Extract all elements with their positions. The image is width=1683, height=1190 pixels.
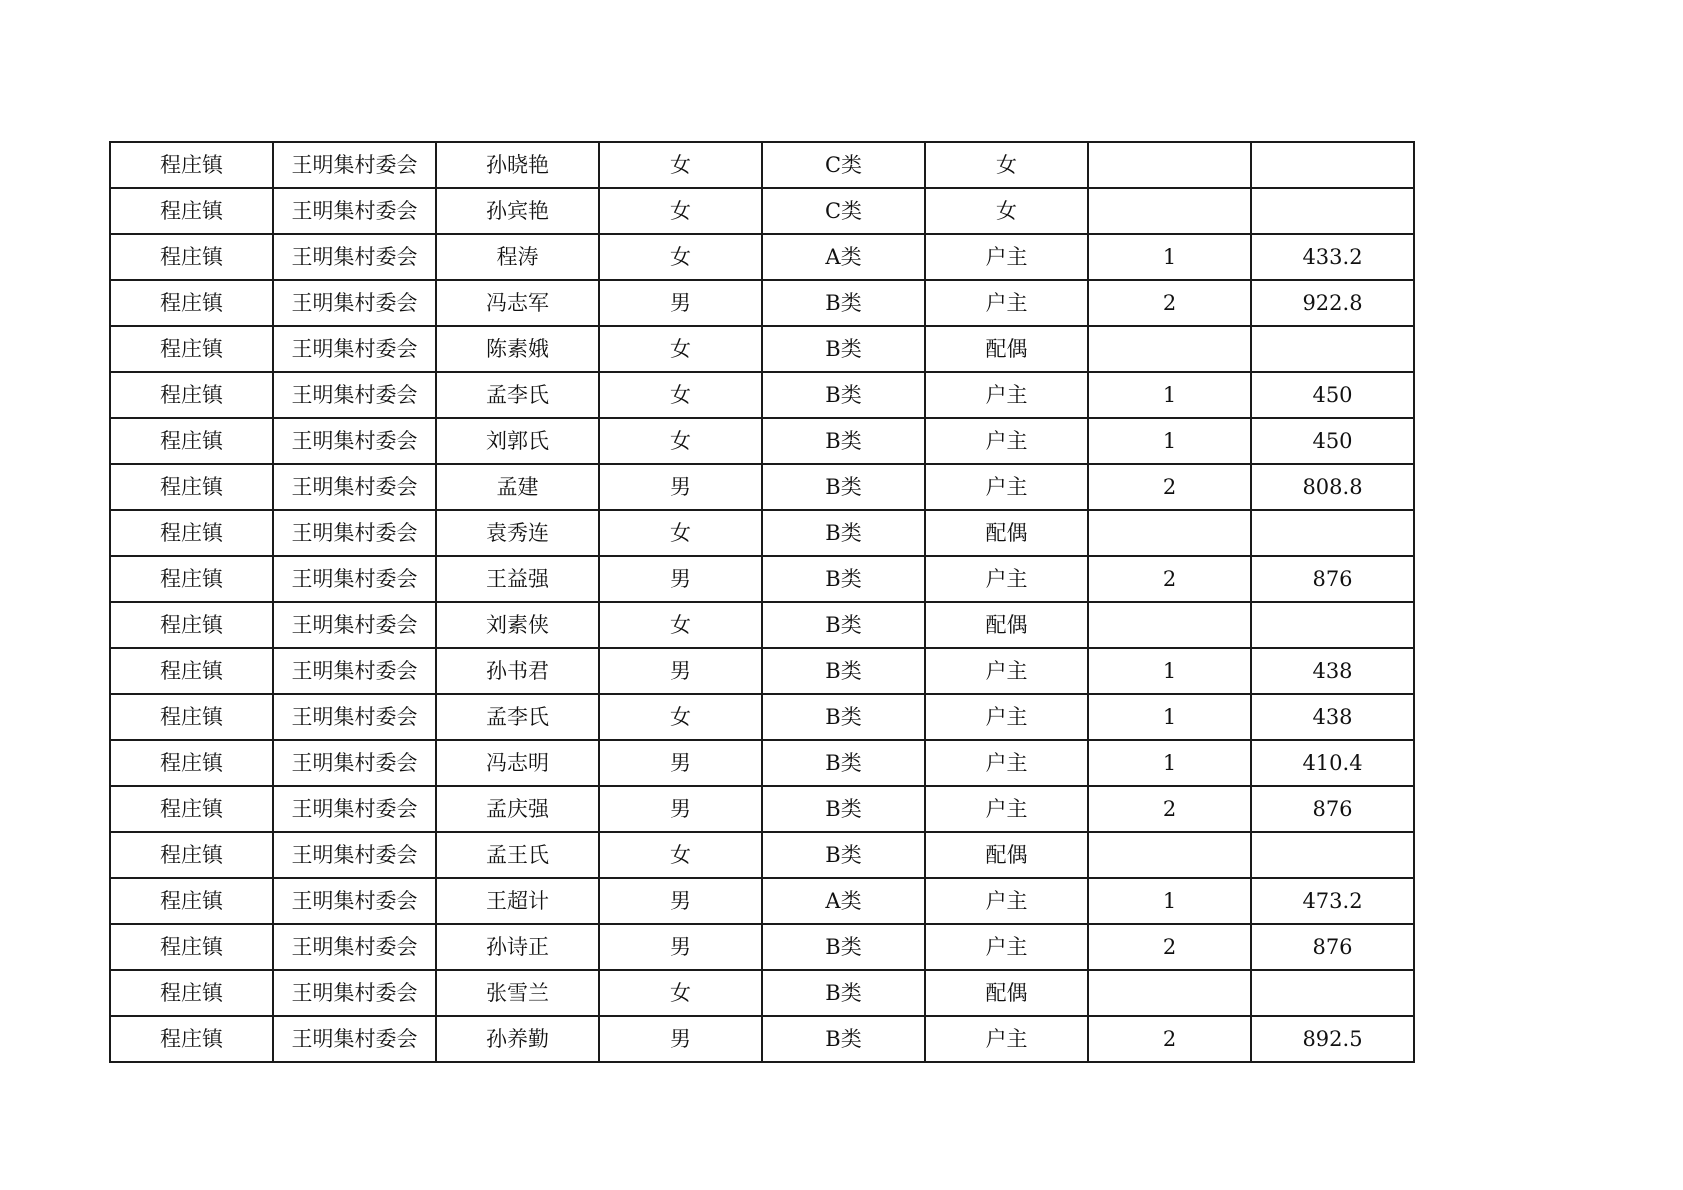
cell-category: B类 (762, 602, 925, 648)
cell-relation: 户主 (925, 464, 1088, 510)
cell-town: 程庄镇 (110, 510, 273, 556)
cell-relation: 配偶 (925, 510, 1088, 556)
cell-town: 程庄镇 (110, 1016, 273, 1062)
cell-village: 王明集村委会 (273, 878, 436, 924)
table-row (110, 326, 1414, 372)
cell-name: 孟庆强 (436, 786, 599, 832)
cell-category: B类 (762, 740, 925, 786)
cell-members: 1 (1088, 372, 1251, 418)
cell-members (1088, 602, 1251, 648)
cell-gender: 男 (599, 648, 762, 694)
cell-category: B类 (762, 418, 925, 464)
cell-amount: 438 (1251, 694, 1414, 740)
cell-members: 1 (1088, 694, 1251, 740)
cell-amount: 450 (1251, 372, 1414, 418)
cell-gender: 女 (599, 602, 762, 648)
cell-village: 王明集村委会 (273, 418, 436, 464)
cell-village: 王明集村委会 (273, 326, 436, 372)
cell-name: 孙宾艳 (436, 188, 599, 234)
cell-members (1088, 832, 1251, 878)
cell-amount: 450 (1251, 418, 1414, 464)
cell-town: 程庄镇 (110, 832, 273, 878)
cell-relation: 户主 (925, 1016, 1088, 1062)
cell-category: B类 (762, 924, 925, 970)
cell-amount (1251, 602, 1414, 648)
table-row (110, 464, 1414, 510)
cell-town: 程庄镇 (110, 464, 273, 510)
table-row (110, 234, 1414, 280)
table-row (110, 694, 1414, 740)
cell-category: B类 (762, 786, 925, 832)
cell-name: 孙书君 (436, 648, 599, 694)
cell-members: 1 (1088, 648, 1251, 694)
cell-relation: 配偶 (925, 326, 1088, 372)
table-row (110, 878, 1414, 924)
cell-amount: 876 (1251, 786, 1414, 832)
cell-gender: 男 (599, 786, 762, 832)
roster-table-body (110, 142, 1414, 1062)
cell-category: B类 (762, 1016, 925, 1062)
cell-members (1088, 510, 1251, 556)
cell-name: 王超计 (436, 878, 599, 924)
cell-relation: 户主 (925, 740, 1088, 786)
cell-relation: 户主 (925, 786, 1088, 832)
cell-village: 王明集村委会 (273, 372, 436, 418)
cell-amount (1251, 326, 1414, 372)
cell-amount (1251, 142, 1414, 188)
table-row (110, 786, 1414, 832)
cell-village: 王明集村委会 (273, 510, 436, 556)
table-row (110, 556, 1414, 602)
cell-town: 程庄镇 (110, 372, 273, 418)
cell-town: 程庄镇 (110, 188, 273, 234)
cell-relation: 女 (925, 142, 1088, 188)
cell-name: 刘郭氏 (436, 418, 599, 464)
table-row (110, 832, 1414, 878)
cell-amount: 808.8 (1251, 464, 1414, 510)
cell-name: 冯志军 (436, 280, 599, 326)
cell-town: 程庄镇 (110, 234, 273, 280)
cell-gender: 女 (599, 326, 762, 372)
cell-name: 孙诗正 (436, 924, 599, 970)
cell-gender: 男 (599, 924, 762, 970)
cell-amount (1251, 188, 1414, 234)
cell-relation: 户主 (925, 280, 1088, 326)
cell-name: 孙晓艳 (436, 142, 599, 188)
cell-amount: 876 (1251, 924, 1414, 970)
cell-relation: 户主 (925, 234, 1088, 280)
cell-relation: 户主 (925, 924, 1088, 970)
cell-amount (1251, 970, 1414, 1016)
table-row (110, 188, 1414, 234)
cell-name: 孟李氏 (436, 372, 599, 418)
cell-relation: 配偶 (925, 970, 1088, 1016)
cell-members: 1 (1088, 234, 1251, 280)
cell-category: C类 (762, 188, 925, 234)
cell-gender: 女 (599, 418, 762, 464)
cell-members: 2 (1088, 1016, 1251, 1062)
cell-gender: 男 (599, 556, 762, 602)
cell-gender: 女 (599, 970, 762, 1016)
cell-gender: 男 (599, 1016, 762, 1062)
cell-gender: 男 (599, 464, 762, 510)
cell-town: 程庄镇 (110, 786, 273, 832)
table-row (110, 970, 1414, 1016)
cell-category: B类 (762, 648, 925, 694)
cell-gender: 男 (599, 878, 762, 924)
cell-gender: 女 (599, 372, 762, 418)
cell-gender: 男 (599, 280, 762, 326)
cell-members (1088, 970, 1251, 1016)
cell-amount: 876 (1251, 556, 1414, 602)
cell-village: 王明集村委会 (273, 234, 436, 280)
cell-name: 孟李氏 (436, 694, 599, 740)
cell-village: 王明集村委会 (273, 1016, 436, 1062)
cell-gender: 女 (599, 234, 762, 280)
table-row (110, 924, 1414, 970)
cell-category: B类 (762, 372, 925, 418)
cell-relation: 户主 (925, 372, 1088, 418)
cell-town: 程庄镇 (110, 970, 273, 1016)
table-row (110, 372, 1414, 418)
cell-relation: 户主 (925, 556, 1088, 602)
cell-category: B类 (762, 464, 925, 510)
cell-village: 王明集村委会 (273, 556, 436, 602)
cell-village: 王明集村委会 (273, 924, 436, 970)
cell-relation: 户主 (925, 694, 1088, 740)
cell-village: 王明集村委会 (273, 970, 436, 1016)
cell-amount (1251, 510, 1414, 556)
cell-relation: 配偶 (925, 832, 1088, 878)
cell-category: B类 (762, 832, 925, 878)
cell-amount: 433.2 (1251, 234, 1414, 280)
cell-amount: 410.4 (1251, 740, 1414, 786)
cell-members: 2 (1088, 464, 1251, 510)
cell-amount: 473.2 (1251, 878, 1414, 924)
cell-village: 王明集村委会 (273, 694, 436, 740)
cell-category: A类 (762, 234, 925, 280)
cell-village: 王明集村委会 (273, 464, 436, 510)
cell-members (1088, 188, 1251, 234)
cell-town: 程庄镇 (110, 924, 273, 970)
table-row (110, 280, 1414, 326)
cell-town: 程庄镇 (110, 280, 273, 326)
cell-gender: 女 (599, 832, 762, 878)
cell-relation: 女 (925, 188, 1088, 234)
cell-name: 王益强 (436, 556, 599, 602)
cell-town: 程庄镇 (110, 740, 273, 786)
cell-village: 王明集村委会 (273, 142, 436, 188)
table-row (110, 418, 1414, 464)
cell-town: 程庄镇 (110, 142, 273, 188)
cell-town: 程庄镇 (110, 878, 273, 924)
cell-category: B类 (762, 326, 925, 372)
cell-gender: 女 (599, 694, 762, 740)
cell-amount: 922.8 (1251, 280, 1414, 326)
cell-members: 1 (1088, 418, 1251, 464)
cell-village: 王明集村委会 (273, 786, 436, 832)
cell-members: 2 (1088, 786, 1251, 832)
cell-category: B类 (762, 556, 925, 602)
cell-name: 刘素侠 (436, 602, 599, 648)
cell-amount: 438 (1251, 648, 1414, 694)
cell-name: 孟王氏 (436, 832, 599, 878)
cell-relation: 配偶 (925, 602, 1088, 648)
cell-members: 2 (1088, 280, 1251, 326)
cell-category: C类 (762, 142, 925, 188)
cell-village: 王明集村委会 (273, 740, 436, 786)
cell-name: 孟建 (436, 464, 599, 510)
cell-village: 王明集村委会 (273, 832, 436, 878)
cell-category: B类 (762, 510, 925, 556)
table-row (110, 1016, 1414, 1062)
cell-town: 程庄镇 (110, 602, 273, 648)
cell-name: 袁秀连 (436, 510, 599, 556)
roster-table (109, 141, 1415, 1063)
cell-name: 陈素娥 (436, 326, 599, 372)
cell-amount: 892.5 (1251, 1016, 1414, 1062)
cell-amount (1251, 832, 1414, 878)
cell-members: 1 (1088, 878, 1251, 924)
cell-members: 1 (1088, 740, 1251, 786)
table-row (110, 142, 1414, 188)
cell-town: 程庄镇 (110, 648, 273, 694)
cell-relation: 户主 (925, 878, 1088, 924)
cell-gender: 女 (599, 142, 762, 188)
cell-category: B类 (762, 694, 925, 740)
cell-town: 程庄镇 (110, 418, 273, 464)
cell-town: 程庄镇 (110, 326, 273, 372)
cell-name: 冯志明 (436, 740, 599, 786)
cell-relation: 户主 (925, 418, 1088, 464)
cell-members: 2 (1088, 924, 1251, 970)
cell-village: 王明集村委会 (273, 188, 436, 234)
cell-gender: 女 (599, 188, 762, 234)
cell-members: 2 (1088, 556, 1251, 602)
cell-relation: 户主 (925, 648, 1088, 694)
cell-name: 程涛 (436, 234, 599, 280)
cell-name: 张雪兰 (436, 970, 599, 1016)
cell-village: 王明集村委会 (273, 602, 436, 648)
cell-town: 程庄镇 (110, 556, 273, 602)
document-page (109, 141, 1415, 1063)
table-row (110, 510, 1414, 556)
cell-category: B类 (762, 970, 925, 1016)
cell-village: 王明集村委会 (273, 648, 436, 694)
cell-gender: 男 (599, 740, 762, 786)
table-row (110, 602, 1414, 648)
cell-town: 程庄镇 (110, 694, 273, 740)
cell-members (1088, 142, 1251, 188)
cell-members (1088, 326, 1251, 372)
table-row (110, 648, 1414, 694)
cell-category: A类 (762, 878, 925, 924)
cell-village: 王明集村委会 (273, 280, 436, 326)
table-row (110, 740, 1414, 786)
cell-name: 孙养勤 (436, 1016, 599, 1062)
cell-gender: 女 (599, 510, 762, 556)
cell-category: B类 (762, 280, 925, 326)
